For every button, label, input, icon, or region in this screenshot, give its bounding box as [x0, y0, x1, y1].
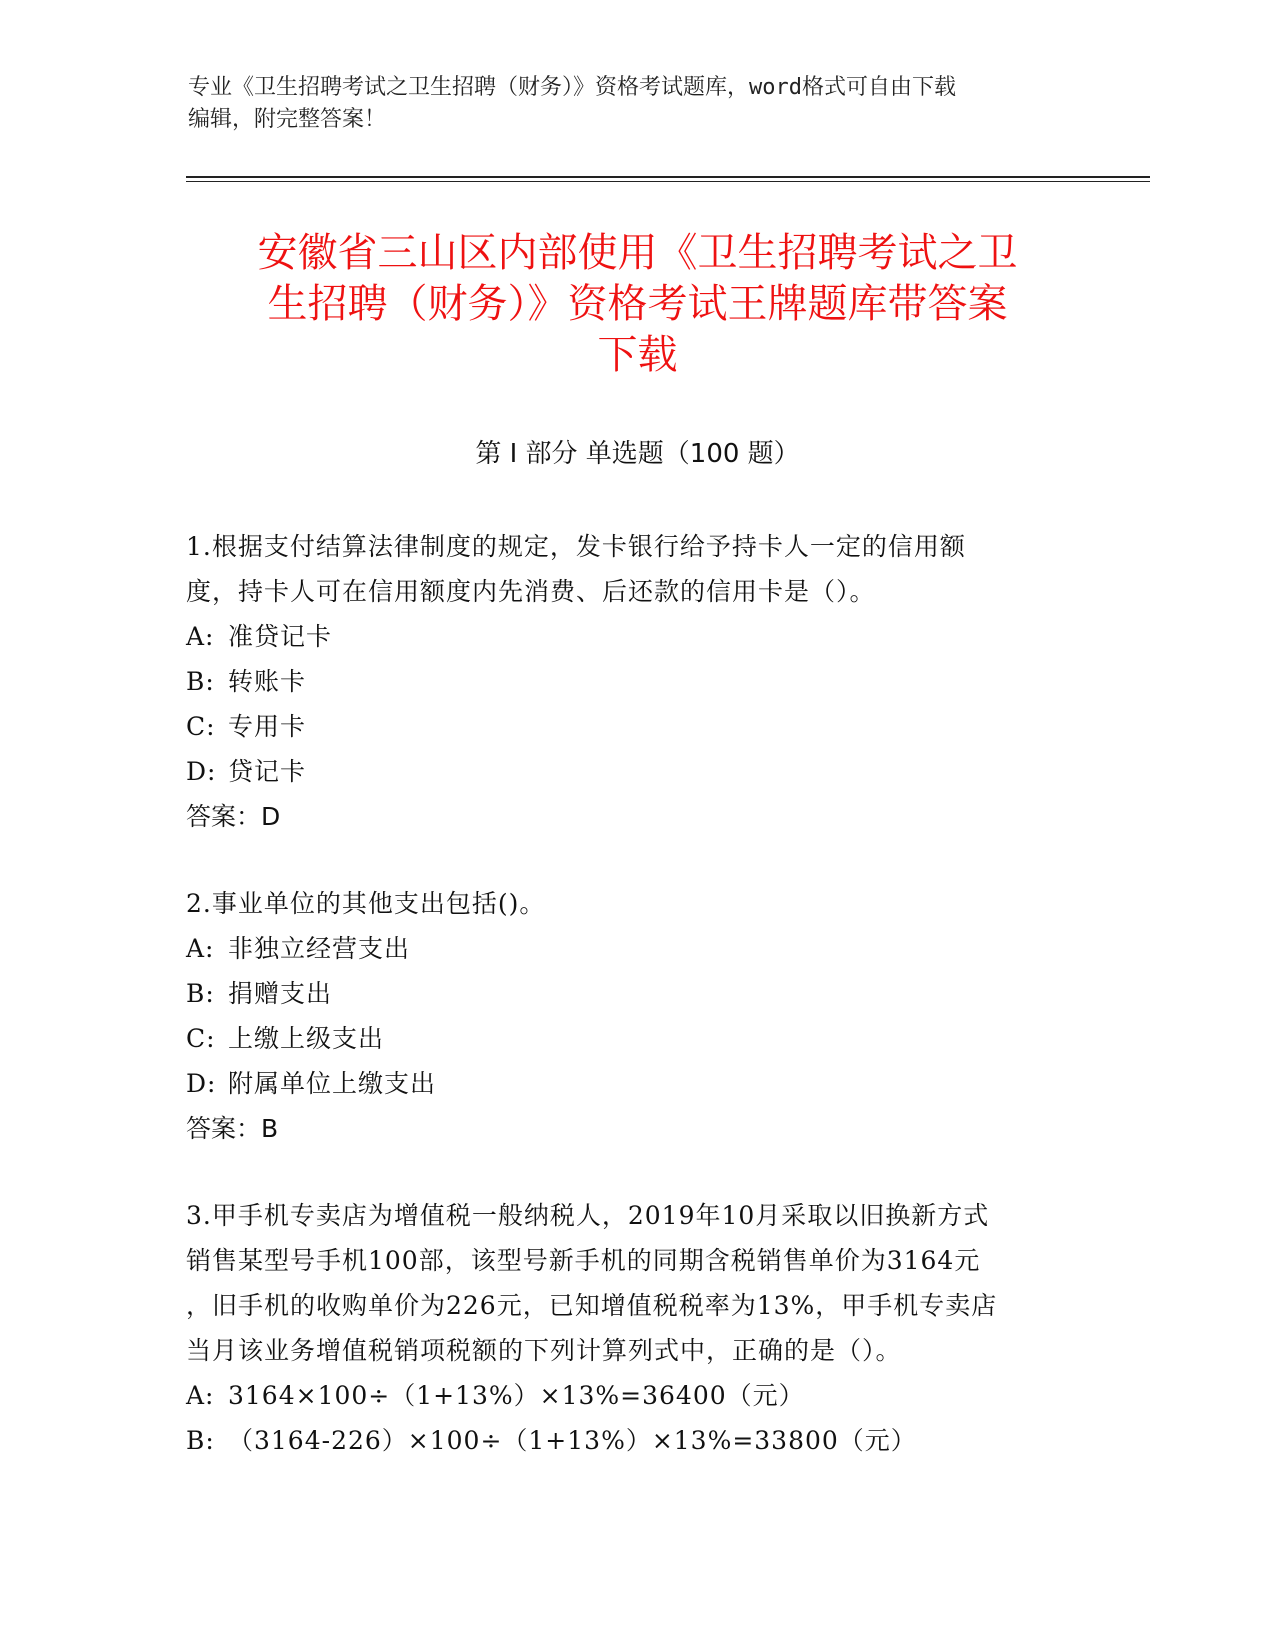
question-stem-line: 度，持卡人可在信用额度内先消费、后还款的信用卡是（）。 [186, 577, 876, 606]
option-b [186, 1418, 1086, 1463]
title-line-2: 生招聘（财务）》资格考试王牌题库带答案 [267, 281, 1008, 327]
option-letter: B: [186, 667, 215, 696]
option-letter: A: [186, 622, 215, 651]
option-text: 贷记卡 [228, 757, 307, 786]
option-letter: B: [186, 1426, 215, 1455]
question-list [186, 524, 1086, 1505]
option-letter: A: [186, 934, 215, 963]
header-note [188, 72, 1088, 136]
option-letter: C: [186, 712, 216, 741]
option-c [186, 1016, 1086, 1061]
answer-line: 答案：B [186, 1114, 279, 1143]
question-stem-line: 3.甲手机专卖店为增值税一般纳税人，2019年10月采取以旧换新方式 [186, 1201, 990, 1230]
option-text: 3164×100÷（1+13%）×13%=36400（元） [228, 1381, 805, 1410]
option-text: 非独立经营支出 [228, 934, 411, 963]
question-3 [186, 1193, 1086, 1463]
question-1 [186, 524, 1086, 839]
option-a [186, 1373, 1086, 1418]
question-2 [186, 881, 1086, 1151]
section-heading: 第 I 部分 单选题（100 题） [475, 439, 800, 469]
option-text: 转账卡 [228, 667, 307, 696]
title-line-3: 下载 [597, 332, 678, 378]
question-stem-line: 销售某型号手机100部，该型号新手机的同期含税销售单价为3164元 [186, 1246, 981, 1275]
header-note-line-2: 编辑，附完整答案！ [188, 107, 387, 132]
header-note-line-1: 专业《卫生招聘考试之卫生招聘（财务）》资格考试题库，word格式可自由下载 [188, 75, 956, 100]
option-a [186, 614, 1086, 659]
question-stem-line: 2.事业单位的其他支出包括()。 [186, 889, 546, 918]
option-text: 上缴上级支出 [228, 1024, 385, 1053]
document-title [150, 228, 1125, 381]
option-letter: D: [186, 1069, 217, 1098]
answer-line: 答案：D [186, 802, 281, 831]
option-letter: A: [186, 1381, 215, 1410]
option-text: 专用卡 [228, 712, 307, 741]
option-letter: C: [186, 1024, 216, 1053]
option-c [186, 704, 1086, 749]
option-d [186, 749, 1086, 794]
option-d [186, 1061, 1086, 1106]
option-a [186, 926, 1086, 971]
title-line-1: 安徽省三山区内部使用《卫生招聘考试之卫 [257, 230, 1018, 276]
option-text: （3164-226）×100÷（1+13%）×13%=33800（元） [228, 1426, 917, 1455]
option-b [186, 971, 1086, 1016]
question-stem-line: ，旧手机的收购单价为226元，已知增值税税率为13%，甲手机专卖店 [186, 1291, 998, 1320]
option-b [186, 659, 1086, 704]
option-letter: B: [186, 979, 215, 1008]
header-rule-thick [186, 176, 1150, 178]
question-stem-line: 1.根据支付结算法律制度的规定，发卡银行给予持卡人一定的信用额 [186, 532, 966, 561]
option-text: 附属单位上缴支出 [228, 1069, 437, 1098]
option-text: 准贷记卡 [228, 622, 333, 651]
header-rule-thin [186, 181, 1150, 182]
option-letter: D: [186, 757, 217, 786]
question-stem-line: 当月该业务增值税销项税额的下列计算列式中，正确的是（）。 [186, 1336, 902, 1365]
option-text: 捐赠支出 [228, 979, 333, 1008]
